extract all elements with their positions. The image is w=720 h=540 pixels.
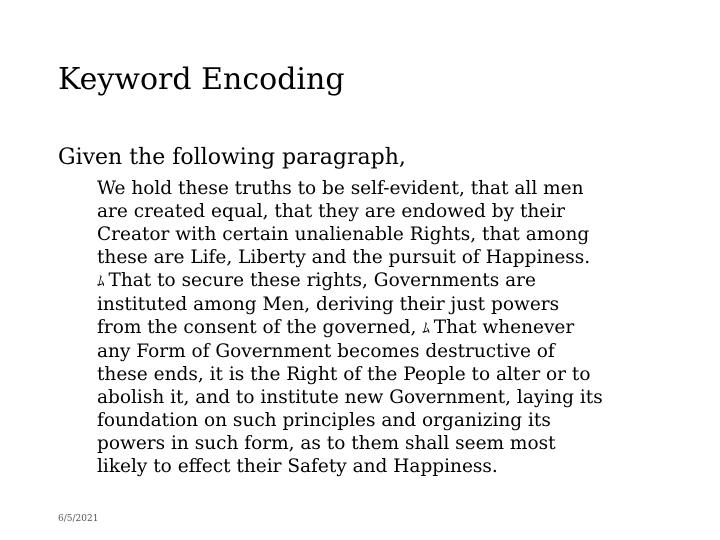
paragraph-line: these ends, it is the Right of the People to alter or to	[97, 364, 591, 385]
paragraph-line: Creator with certain unalienable Rights, that among	[97, 224, 590, 245]
paragraph-mark-icon: ﾑ	[97, 272, 105, 290]
slide-date: 6/5/2021	[58, 514, 99, 524]
quoted-paragraph	[97, 177, 697, 478]
paragraph-line: foundation on such principles and organizing its	[97, 410, 551, 431]
paragraph-line: these are Life, Liberty and the pursuit of Happiness.	[97, 247, 591, 268]
paragraph-line: likely to effect their Safety and Happiness.	[97, 456, 498, 477]
paragraph-line: abolish it, and to institute new Government, laying its	[97, 387, 603, 408]
paragraph-line-text: That whenever	[433, 317, 575, 338]
paragraph-line-text: from the consent of the governed,	[97, 317, 417, 338]
slide-title: Keyword Encoding	[58, 62, 345, 97]
paragraph-mark-icon: ﾑ	[422, 319, 430, 337]
intro-text: Given the following paragraph,	[58, 145, 406, 170]
paragraph-line: are created equal, that they are endowed by their	[97, 201, 566, 222]
paragraph-line: powers in such form, as to them shall seem most	[97, 433, 556, 454]
paragraph-line	[97, 316, 697, 340]
paragraph-line: any Form of Government becomes destructive of	[97, 341, 555, 362]
paragraph-line: instituted among Men, deriving their just powers	[97, 294, 560, 315]
paragraph-line: We hold these truths to be self-evident, that all men	[97, 178, 584, 199]
paragraph-line-text: That to secure these rights, Governments are	[108, 270, 536, 291]
paragraph-line	[97, 269, 697, 293]
